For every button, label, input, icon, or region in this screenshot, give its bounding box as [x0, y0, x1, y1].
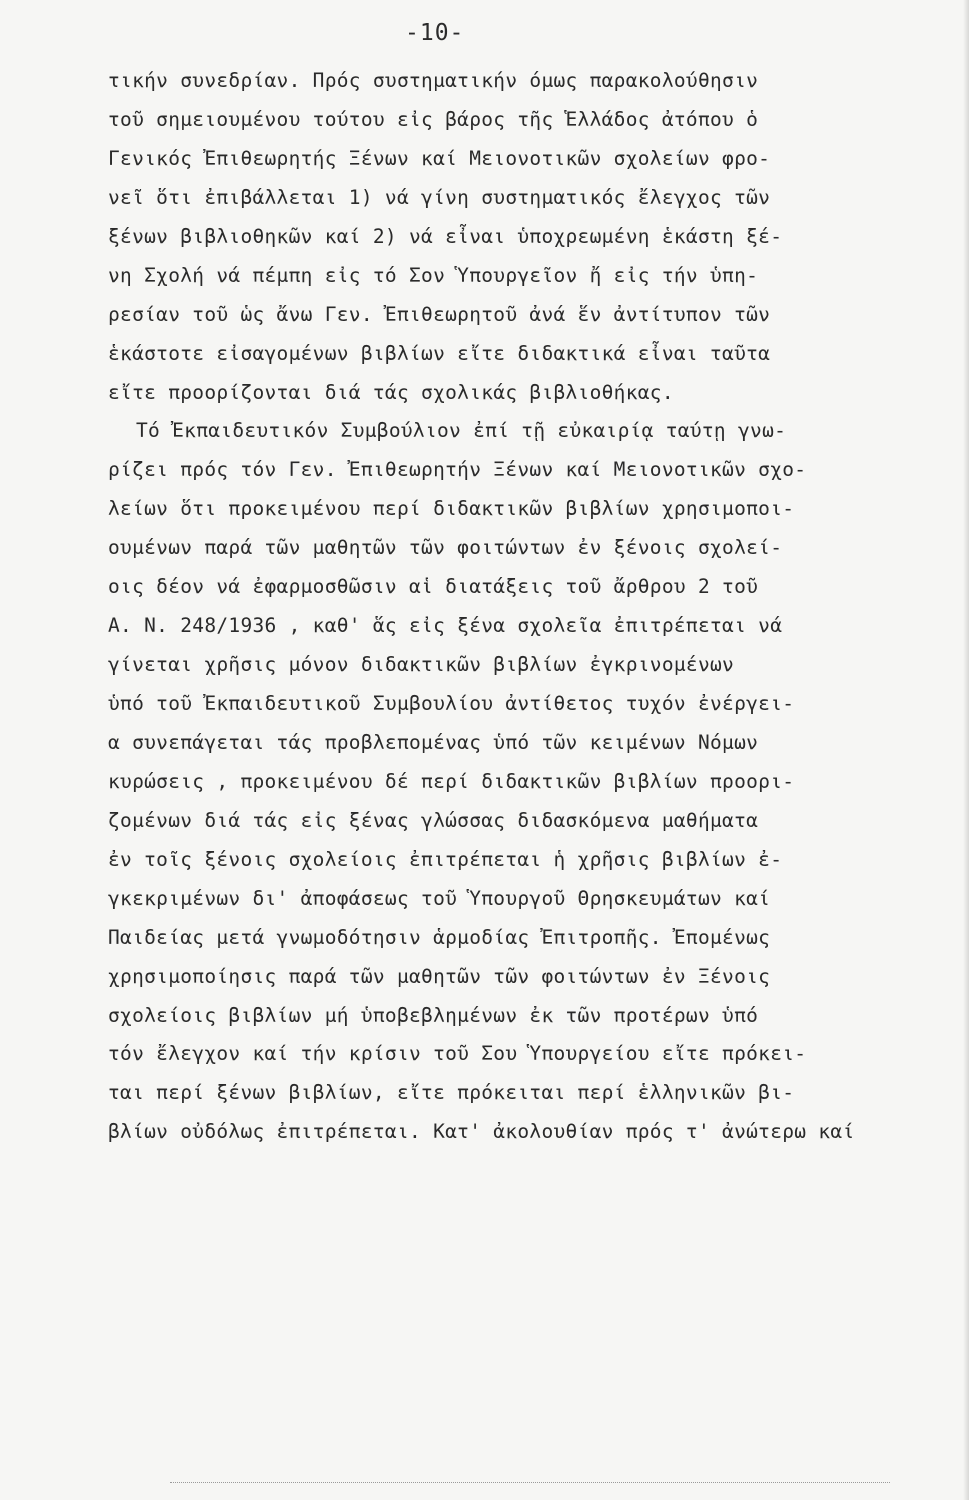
- text-line: ἑκάστοτε εἰσαγομένων βιβλίων εἴτε διδακτικά εἶναι ταῦτα: [108, 341, 771, 365]
- text-line: γκεκριμένων δι' ἀποφάσεως τοῦ Ὑπουργοῦ Θρησκευμάτων καί: [108, 886, 771, 910]
- text-line: α συνεπάγεται τάς προβλεπομένας ὑπό τῶν κειμένων Νόμων: [108, 730, 759, 754]
- text-line: γίνεται χρῆσις μόνον διδακτικῶν βιβλίων ἐγκρινομένων: [108, 653, 735, 677]
- text-line: ξένων βιβλιοθηκῶν καί 2) νά εἶναι ὑποχρεωμένη ἑκάστη ξέ-: [108, 224, 783, 248]
- text-line: τικήν συνεδρίαν. Πρός συστηματικήν όμως παρακολούθησιν: [108, 69, 759, 92]
- text-line: λείων ὅτι προκειμένου περί διδακτικῶν βιβλίων χρησιμοποι-: [108, 497, 795, 521]
- text-line: Α. Ν. 248/1936 , καθ' ἅς εἰς ξένα σχολεῖα ἐπιτρέπεται νά: [108, 614, 783, 638]
- text-line: χρησιμοποίησις παρά τῶν μαθητῶν τῶν φοιτώντων ἐν Ξένοις: [108, 964, 771, 988]
- bottom-edge-rule: [170, 1482, 890, 1484]
- text-line: Γενικός Ἐπιθεωρητής Ξένων καί Μειονοτικῶν σχολείων φρο-: [108, 146, 771, 170]
- text-line: ζομένων διά τάς εἰς ξένας γλώσσας διδασκόμενα μαθήματα: [108, 808, 759, 832]
- text-line: ρίζει πρός τόν Γεν. Ἐπιθεωρητήν Ξένων καί Μειονοτικῶν σχο-: [108, 458, 807, 482]
- text-line: ρεσίαν τοῦ ὡς ἄνω Γεν. Ἐπιθεωρητοῦ ἀνά ἕν ἀντίτυπον τῶν: [108, 302, 771, 326]
- paragraph-first-line: Τό Ἐκπαιδευτικόν Συμβούλιον ἐπί τῇ εὐκαιρίᾳ ταύτῃ γνω-: [136, 419, 787, 443]
- text-line: Παιδείας μετά γνωμοδότησιν ἁρμοδίας Ἐπιτροπῆς. Ἐπομένως: [108, 925, 771, 949]
- text-line: τοῦ σημειουμένου τούτου εἰς βάρος τῆς Ἑλλάδος ἀτόπου ὁ: [108, 107, 759, 131]
- text-line: οις δέον νά ἐφαρμοσθῶσιν αἱ διατάξεις τοῦ ἄρθρου 2 τοῦ: [108, 575, 759, 599]
- text-line: εἴτε προορίζονται διά τάς σχολικάς βιβλιοθήκας.: [108, 380, 674, 404]
- text-line: βλίων οὐδόλως ἐπιτρέπεται. Κατ' ἀκολουθίαν πρός τ' ἀνώτερω καί: [108, 1120, 855, 1144]
- page-edge-shadow: [963, 0, 969, 1500]
- page-number: -10-: [405, 20, 465, 46]
- text-line: ται περί ξένων βιβλίων, εἴτε πρόκειται περί ἑλληνικῶν βι-: [108, 1081, 795, 1105]
- text-line: ουμένων παρά τῶν μαθητῶν τῶν φοιτώντων ἐν ξένοις σχολεί-: [108, 536, 783, 560]
- document-body: [108, 62, 958, 1152]
- text-line: νη Σχολή νά πέμπη εἰς τό Σον Ὑπουργεῖον ἤ εἰς τήν ὑπη-: [108, 263, 759, 287]
- text-line: τόν ἔλεγχον καί τήν κρίσιν τοῦ Σου Ὑπουργείου εἴτε πρόκει-: [108, 1042, 807, 1066]
- text-line: ὑπό τοῦ Ἐκπαιδευτικοῦ Συμβουλίου ἀντίθετος τυχόν ἐνέργει-: [108, 692, 795, 715]
- text-line: σχολείοις βιβλίων μή ὑποβεβλημένων ἐκ τῶν προτέρων ὑπό: [108, 1003, 759, 1027]
- text-line: νεῖ ὅτι ἐπιβάλλεται 1) νά γίνη συστηματικός ἔλεγχος τῶν: [108, 185, 771, 209]
- text-line: κυρώσεις , προκειμένου δέ περί διδακτικῶν βιβλίων προορι-: [108, 769, 795, 793]
- text-line: ἐν τοῖς ξένοις σχολείοις ἐπιτρέπεται ἡ χρῆσις βιβλίων ἐ-: [108, 847, 783, 871]
